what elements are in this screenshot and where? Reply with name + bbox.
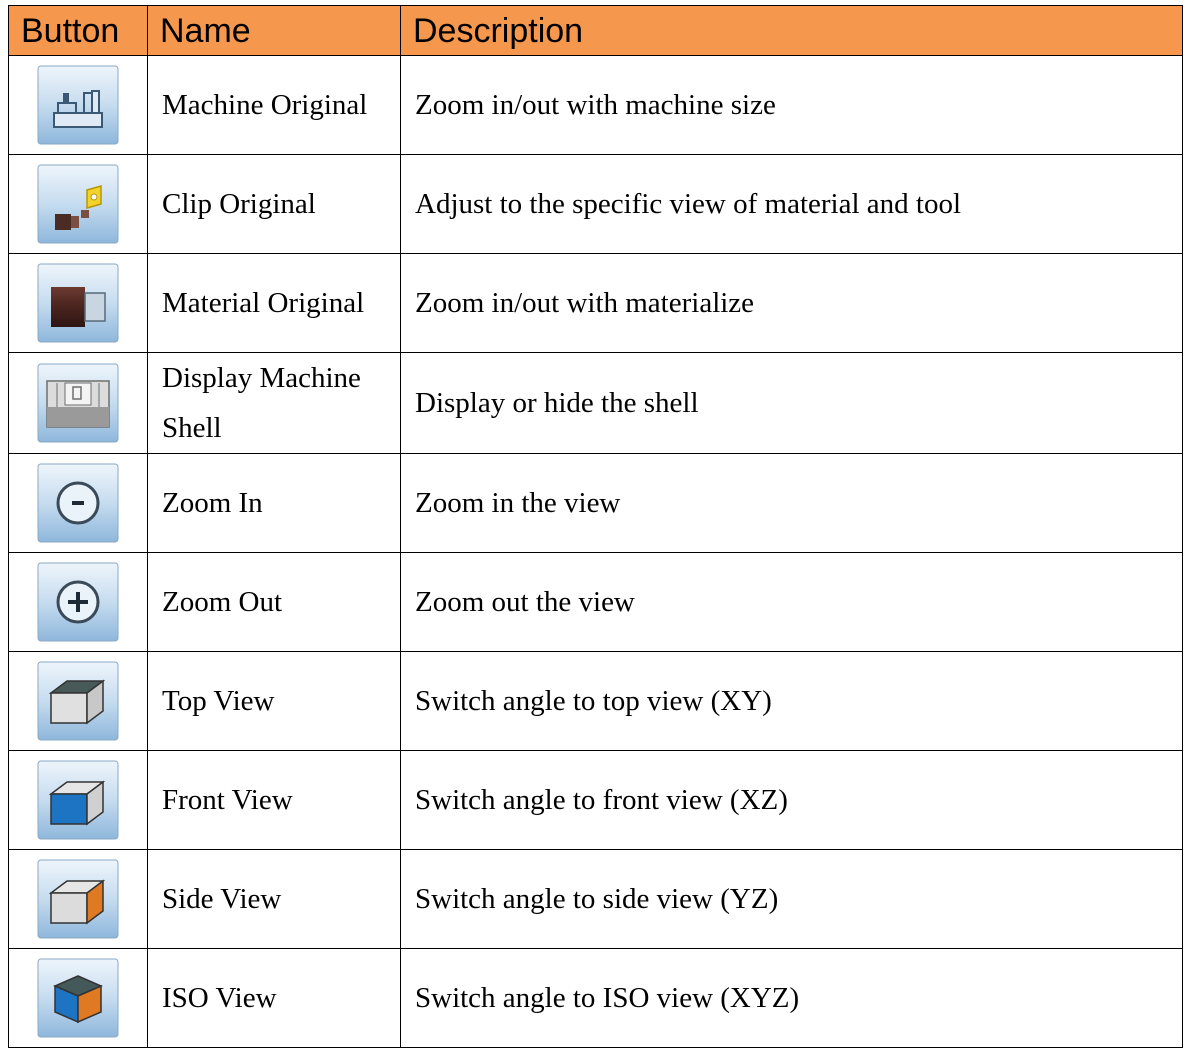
row-description: Adjust to the specific view of material and tool (401, 155, 1183, 254)
header-description: Description (401, 6, 1183, 56)
row-name: Clip Original (148, 155, 401, 254)
row-description: Switch angle to ISO view (XYZ) (401, 949, 1183, 1048)
header-row (9, 6, 1183, 56)
row-description: Switch angle to side view (YZ) (401, 850, 1183, 949)
table-row (9, 553, 1183, 652)
table-row (9, 353, 1183, 454)
row-description: Zoom out the view (401, 553, 1183, 652)
row-name: Front View (148, 751, 401, 850)
row-name: Side View (148, 850, 401, 949)
row-name: Machine Original (148, 56, 401, 155)
machine-original-icon[interactable] (37, 65, 119, 145)
row-name: Top View (148, 652, 401, 751)
side-view-cube-icon[interactable] (37, 859, 119, 939)
iso-view-cube-icon[interactable] (37, 958, 119, 1038)
row-description: Display or hide the shell (401, 353, 1183, 454)
row-description: Zoom in/out with machine size (401, 56, 1183, 155)
zoom-in-minus-icon[interactable] (37, 463, 119, 543)
table-row (9, 751, 1183, 850)
table-row (9, 254, 1183, 353)
table-row (9, 652, 1183, 751)
front-view-cube-icon[interactable] (37, 760, 119, 840)
machine-shell-icon[interactable] (37, 363, 119, 443)
row-description: Zoom in/out with materialize (401, 254, 1183, 353)
header-name: Name (148, 6, 401, 56)
button-reference-table (8, 5, 1183, 1048)
table-row (9, 454, 1183, 553)
top-view-cube-icon[interactable] (37, 661, 119, 741)
row-name: Zoom Out (148, 553, 401, 652)
row-name: Material Original (148, 254, 401, 353)
table-row (9, 155, 1183, 254)
table-row (9, 850, 1183, 949)
clip-original-icon[interactable] (37, 164, 119, 244)
material-original-icon[interactable] (37, 263, 119, 343)
row-description: Zoom in the view (401, 454, 1183, 553)
table-row (9, 56, 1183, 155)
table-row (9, 949, 1183, 1048)
row-name: ISO View (148, 949, 401, 1048)
header-button: Button (9, 6, 148, 56)
row-description: Switch angle to top view (XY) (401, 652, 1183, 751)
row-name: Zoom In (148, 454, 401, 553)
row-description: Switch angle to front view (XZ) (401, 751, 1183, 850)
row-name: Display Machine Shell (148, 353, 401, 454)
zoom-out-plus-icon[interactable] (37, 562, 119, 642)
